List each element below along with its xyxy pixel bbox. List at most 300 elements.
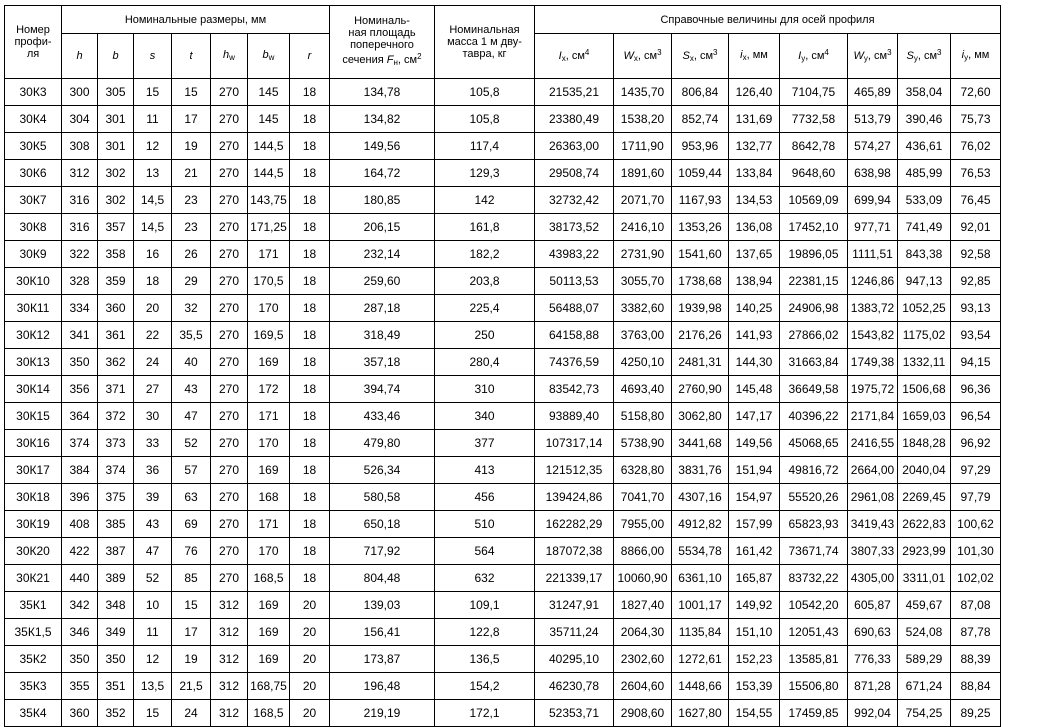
table-cell: 161,8 <box>435 214 535 241</box>
table-cell: 56488,07 <box>535 295 614 322</box>
table-cell: 699,94 <box>848 187 898 214</box>
table-cell: 18 <box>290 511 330 538</box>
table-cell: 32732,42 <box>535 187 614 214</box>
table-cell: 149,56 <box>729 430 780 457</box>
table-cell: 21535,21 <box>535 79 614 106</box>
table-cell: 105,8 <box>435 106 535 133</box>
table-cell: 9648,60 <box>780 160 848 187</box>
header-ref-7: $i_y$, мм <box>951 34 1001 79</box>
table-cell: 806,84 <box>672 79 729 106</box>
table-cell: 270 <box>211 79 248 106</box>
table-row <box>5 376 1001 403</box>
table-cell: 169 <box>248 457 290 484</box>
table-cell: 4250,10 <box>614 349 672 376</box>
table-row <box>5 349 1001 376</box>
table-cell: 168,5 <box>248 565 290 592</box>
table-cell: 145 <box>248 79 290 106</box>
table-cell: 15 <box>172 592 211 619</box>
table-cell: 5158,80 <box>614 403 672 430</box>
table-cell: 312 <box>211 592 248 619</box>
profile-number-cell: 30К3 <box>5 79 62 106</box>
table-cell: 356 <box>62 376 98 403</box>
table-cell: 168 <box>248 484 290 511</box>
table-wrapper <box>4 5 1001 727</box>
table-cell: 465,89 <box>848 79 898 106</box>
profile-number-cell: 35К3 <box>5 673 62 700</box>
table-cell: 741,49 <box>898 214 951 241</box>
table-cell: 85 <box>172 565 211 592</box>
table-cell: 2760,90 <box>672 376 729 403</box>
table-cell: 953,96 <box>672 133 729 160</box>
table-cell: 433,46 <box>330 403 435 430</box>
profile-number-cell: 30К7 <box>5 187 62 214</box>
table-row <box>5 133 1001 160</box>
table-cell: 4912,82 <box>672 511 729 538</box>
table-cell: 4307,16 <box>672 484 729 511</box>
table-cell: 2064,30 <box>614 619 672 646</box>
table-cell: 26363,00 <box>535 133 614 160</box>
table-cell: 14,5 <box>134 187 172 214</box>
table-cell: 301 <box>98 133 134 160</box>
table-cell: 73671,74 <box>780 538 848 565</box>
table-cell: 136,5 <box>435 646 535 673</box>
header-dim-3: t <box>172 34 211 79</box>
table-cell: 580,58 <box>330 484 435 511</box>
table-cell: 139,03 <box>330 592 435 619</box>
table-cell: 18 <box>290 565 330 592</box>
table-cell: 2071,70 <box>614 187 672 214</box>
table-cell: 341 <box>62 322 98 349</box>
table-row <box>5 511 1001 538</box>
table-cell: 18 <box>290 484 330 511</box>
table-cell: 18 <box>290 538 330 565</box>
table-cell: 49816,72 <box>780 457 848 484</box>
table-cell: 126,40 <box>729 79 780 106</box>
table-cell: 1827,40 <box>614 592 672 619</box>
table-cell: 5534,78 <box>672 538 729 565</box>
table-cell: 605,87 <box>848 592 898 619</box>
table-cell: 3311,01 <box>898 565 951 592</box>
table-row <box>5 673 1001 700</box>
table-cell: 300 <box>62 79 98 106</box>
table-cell: 2176,26 <box>672 322 729 349</box>
table-cell: 459,67 <box>898 592 951 619</box>
table-cell: 20 <box>290 592 330 619</box>
table-cell: 83732,22 <box>780 565 848 592</box>
table-cell: 2302,60 <box>614 646 672 673</box>
table-cell: 134,82 <box>330 106 435 133</box>
table-cell: 360 <box>98 295 134 322</box>
table-cell: 170 <box>248 538 290 565</box>
table-cell: 270 <box>211 457 248 484</box>
profile-number-cell: 35К2 <box>5 646 62 673</box>
table-cell: 170 <box>248 295 290 322</box>
table-cell: 1975,72 <box>848 376 898 403</box>
table-cell: 18 <box>290 79 330 106</box>
profile-number-cell: 30К4 <box>5 106 62 133</box>
table-cell: 574,27 <box>848 133 898 160</box>
table-cell: 4693,40 <box>614 376 672 403</box>
table-cell: 182,2 <box>435 241 535 268</box>
table-cell: 122,8 <box>435 619 535 646</box>
table-cell: 308 <box>62 133 98 160</box>
table-cell: 27 <box>134 376 172 403</box>
table-cell: 83542,73 <box>535 376 614 403</box>
header-ref-2: $S_x$, $см^3$ <box>672 34 729 79</box>
table-cell: 24 <box>172 700 211 727</box>
table-cell: 144,5 <box>248 160 290 187</box>
table-cell: 1167,93 <box>672 187 729 214</box>
table-cell: 328 <box>62 268 98 295</box>
table-cell: 7955,00 <box>614 511 672 538</box>
table-cell: 140,25 <box>729 295 780 322</box>
table-cell: 162282,29 <box>535 511 614 538</box>
table-cell: 1435,70 <box>614 79 672 106</box>
table-cell: 479,80 <box>330 430 435 457</box>
table-cell: 372 <box>98 403 134 430</box>
table-cell: 10569,09 <box>780 187 848 214</box>
table-cell: 390,46 <box>898 106 951 133</box>
table-cell: 270 <box>211 187 248 214</box>
table-cell: 394,74 <box>330 376 435 403</box>
table-cell: 141,93 <box>729 322 780 349</box>
table-cell: 671,24 <box>898 673 951 700</box>
table-cell: 17 <box>172 619 211 646</box>
table-cell: 170,5 <box>248 268 290 295</box>
table-cell: 88,39 <box>951 646 1001 673</box>
table-cell: 144,5 <box>248 133 290 160</box>
header-cross-section-area: Номиналь- ная площадь поперечного сечения $F_н$, $см^2$ <box>330 6 435 79</box>
table-cell: 352 <box>98 700 134 727</box>
table-cell: 96,92 <box>951 430 1001 457</box>
table-cell: 355 <box>62 673 98 700</box>
table-cell: 47 <box>134 538 172 565</box>
table-cell: 35711,24 <box>535 619 614 646</box>
table-cell: 3382,60 <box>614 295 672 322</box>
table-cell: 22 <box>134 322 172 349</box>
header-ref-1: $W_x$, $см^3$ <box>614 34 672 79</box>
table-cell: 342 <box>62 592 98 619</box>
table-cell: 52353,71 <box>535 700 614 727</box>
table-cell: 15 <box>134 79 172 106</box>
table-cell: 589,29 <box>898 646 951 673</box>
table-cell: 22381,15 <box>780 268 848 295</box>
table-cell: 318,49 <box>330 322 435 349</box>
table-cell: 7041,70 <box>614 484 672 511</box>
table-cell: 15 <box>134 700 172 727</box>
profile-number-cell: 30К6 <box>5 160 62 187</box>
table-row <box>5 160 1001 187</box>
table-cell: 10542,20 <box>780 592 848 619</box>
table-cell: 24906,98 <box>780 295 848 322</box>
table-cell: 358 <box>98 241 134 268</box>
table-cell: 11 <box>134 619 172 646</box>
table-cell: 6328,80 <box>614 457 672 484</box>
table-cell: 100,62 <box>951 511 1001 538</box>
table-cell: 142 <box>435 187 535 214</box>
table-cell: 977,71 <box>848 214 898 241</box>
table-cell: 17 <box>172 106 211 133</box>
header-nominal-dimensions: Номинальные размеры, мм <box>62 6 330 34</box>
table-cell: 270 <box>211 403 248 430</box>
table-cell: 171 <box>248 511 290 538</box>
table-cell: 12 <box>134 133 172 160</box>
table-cell: 349 <box>98 619 134 646</box>
table-cell: 76,02 <box>951 133 1001 160</box>
table-row <box>5 457 1001 484</box>
table-cell: 15506,80 <box>780 673 848 700</box>
table-cell: 149,56 <box>330 133 435 160</box>
table-cell: 1939,98 <box>672 295 729 322</box>
table-cell: 270 <box>211 565 248 592</box>
table-cell: 270 <box>211 484 248 511</box>
table-cell: 20 <box>290 700 330 727</box>
table-cell: 2040,04 <box>898 457 951 484</box>
table-cell: 361 <box>98 322 134 349</box>
table-cell: 357 <box>98 214 134 241</box>
table-cell: 18 <box>134 268 172 295</box>
header-dim-1: b <box>98 34 134 79</box>
table-cell: 93,54 <box>951 322 1001 349</box>
table-cell: 2664,00 <box>848 457 898 484</box>
table-cell: 13,5 <box>134 673 172 700</box>
table-cell: 72,60 <box>951 79 1001 106</box>
table-cell: 169 <box>248 646 290 673</box>
table-row <box>5 592 1001 619</box>
table-cell: 377 <box>435 430 535 457</box>
table-cell: 102,02 <box>951 565 1001 592</box>
profile-number-cell: 35К1,5 <box>5 619 62 646</box>
table-cell: 168,5 <box>248 700 290 727</box>
table-cell: 387 <box>98 538 134 565</box>
table-cell: 168,75 <box>248 673 290 700</box>
table-cell: 154,55 <box>729 700 780 727</box>
table-cell: 2171,84 <box>848 403 898 430</box>
table-cell: 18 <box>290 376 330 403</box>
profile-number-cell: 30К15 <box>5 403 62 430</box>
table-cell: 843,38 <box>898 241 951 268</box>
table-cell: 2604,60 <box>614 673 672 700</box>
profile-number-cell: 30К13 <box>5 349 62 376</box>
header-nominal-mass: Номинальная масса 1 м дву- тавра, кг <box>435 6 535 79</box>
table-cell: 50113,53 <box>535 268 614 295</box>
table-cell: 302 <box>98 187 134 214</box>
table-cell: 456 <box>435 484 535 511</box>
table-cell: 40 <box>172 349 211 376</box>
table-cell: 27866,02 <box>780 322 848 349</box>
table-cell: 270 <box>211 241 248 268</box>
table-cell: 171 <box>248 403 290 430</box>
table-cell: 14,5 <box>134 214 172 241</box>
table-cell: 121512,35 <box>535 457 614 484</box>
table-cell: 92,85 <box>951 268 1001 295</box>
table-cell: 19 <box>172 646 211 673</box>
header-dim-4: $h_w$ <box>211 34 248 79</box>
table-cell: 43 <box>134 511 172 538</box>
table-cell: 232,14 <box>330 241 435 268</box>
table-cell: 351 <box>98 673 134 700</box>
table-cell: 18 <box>290 241 330 268</box>
table-cell: 145,48 <box>729 376 780 403</box>
table-cell: 12 <box>134 646 172 673</box>
table-cell: 346 <box>62 619 98 646</box>
table-cell: 221339,17 <box>535 565 614 592</box>
header-row-top <box>5 6 1001 34</box>
table-cell: 3062,80 <box>672 403 729 430</box>
table-cell: 2269,45 <box>898 484 951 511</box>
table-cell: 350 <box>98 646 134 673</box>
table-cell: 55520,26 <box>780 484 848 511</box>
table-cell: 33 <box>134 430 172 457</box>
profile-number-cell: 30К17 <box>5 457 62 484</box>
profile-number-cell: 30К18 <box>5 484 62 511</box>
table-cell: 18 <box>290 430 330 457</box>
profile-number-cell: 30К14 <box>5 376 62 403</box>
table-cell: 1506,68 <box>898 376 951 403</box>
table-cell: 852,74 <box>672 106 729 133</box>
table-cell: 804,48 <box>330 565 435 592</box>
table-cell: 358,04 <box>898 79 951 106</box>
table-cell: 23380,49 <box>535 106 614 133</box>
table-row <box>5 565 1001 592</box>
profile-number-cell: 30К10 <box>5 268 62 295</box>
table-cell: 408 <box>62 511 98 538</box>
table-cell: 3419,43 <box>848 511 898 538</box>
table-cell: 17459,85 <box>780 700 848 727</box>
table-cell: 385 <box>98 511 134 538</box>
table-cell: 20 <box>134 295 172 322</box>
profile-number-cell: 30К21 <box>5 565 62 592</box>
table-cell: 26 <box>172 241 211 268</box>
table-cell: 348 <box>98 592 134 619</box>
table-row <box>5 214 1001 241</box>
header-ref-6: $S_y$, $см^3$ <box>898 34 951 79</box>
table-cell: 93,13 <box>951 295 1001 322</box>
profile-number-cell: 30К9 <box>5 241 62 268</box>
table-cell: 151,94 <box>729 457 780 484</box>
table-cell: 18 <box>290 160 330 187</box>
header-ref-4: $I_y$, $см^4$ <box>780 34 848 79</box>
header-profile-number: Номер профи- ля <box>5 6 62 79</box>
table-cell: 172,1 <box>435 700 535 727</box>
table-cell: 21 <box>172 160 211 187</box>
table-cell: 36649,58 <box>780 376 848 403</box>
table-cell: 436,61 <box>898 133 951 160</box>
header-ref-3: $i_x$, мм <box>729 34 780 79</box>
table-cell: 20 <box>290 646 330 673</box>
table-cell: 17452,10 <box>780 214 848 241</box>
table-cell: 690,63 <box>848 619 898 646</box>
table-cell: 413 <box>435 457 535 484</box>
table-cell: 20 <box>290 619 330 646</box>
table-cell: 259,60 <box>330 268 435 295</box>
profile-number-cell: 35К4 <box>5 700 62 727</box>
table-row <box>5 484 1001 511</box>
table-cell: 139424,86 <box>535 484 614 511</box>
table-cell: 75,73 <box>951 106 1001 133</box>
table-cell: 13585,81 <box>780 646 848 673</box>
table-cell: 359 <box>98 268 134 295</box>
table-cell: 3807,33 <box>848 538 898 565</box>
table-cell: 96,54 <box>951 403 1001 430</box>
table-row <box>5 700 1001 727</box>
header-ref-5: $W_y$, $см^3$ <box>848 34 898 79</box>
table-cell: 270 <box>211 268 248 295</box>
table-cell: 173,87 <box>330 646 435 673</box>
table-cell: 157,99 <box>729 511 780 538</box>
table-cell: 871,28 <box>848 673 898 700</box>
table-cell: 147,17 <box>729 403 780 430</box>
table-cell: 1738,68 <box>672 268 729 295</box>
table-cell: 374 <box>98 457 134 484</box>
table-cell: 650,18 <box>330 511 435 538</box>
table-cell: 2961,08 <box>848 484 898 511</box>
table-cell: 164,72 <box>330 160 435 187</box>
table-cell: 132,77 <box>729 133 780 160</box>
table-cell: 131,69 <box>729 106 780 133</box>
table-row <box>5 538 1001 565</box>
table-cell: 18 <box>290 133 330 160</box>
table-cell: 389 <box>98 565 134 592</box>
header-dim-6: r <box>290 34 330 79</box>
table-cell: 31663,84 <box>780 349 848 376</box>
table-cell: 11 <box>134 106 172 133</box>
table-row <box>5 187 1001 214</box>
table-cell: 312 <box>211 700 248 727</box>
table-cell: 47 <box>172 403 211 430</box>
table-cell: 87,08 <box>951 592 1001 619</box>
table-cell: 30 <box>134 403 172 430</box>
table-cell: 1749,38 <box>848 349 898 376</box>
table-cell: 1659,03 <box>898 403 951 430</box>
table-cell: 18 <box>290 403 330 430</box>
table-cell: 1059,44 <box>672 160 729 187</box>
table-cell: 134,78 <box>330 79 435 106</box>
table-cell: 169,5 <box>248 322 290 349</box>
table-cell: 316 <box>62 187 98 214</box>
header-dim-0: h <box>62 34 98 79</box>
table-cell: 270 <box>211 106 248 133</box>
table-cell: 63 <box>172 484 211 511</box>
table-cell: 4305,00 <box>848 565 898 592</box>
table-cell: 133,84 <box>729 160 780 187</box>
table-cell: 364 <box>62 403 98 430</box>
table-cell: 87,78 <box>951 619 1001 646</box>
table-cell: 151,10 <box>729 619 780 646</box>
table-cell: 754,25 <box>898 700 951 727</box>
table-cell: 136,08 <box>729 214 780 241</box>
table-cell: 18 <box>290 268 330 295</box>
table-cell: 117,4 <box>435 133 535 160</box>
header-ref-0: $I_x$, $см^4$ <box>535 34 614 79</box>
table-cell: 350 <box>62 349 98 376</box>
table-cell: 29 <box>172 268 211 295</box>
table-cell: 149,92 <box>729 592 780 619</box>
table-cell: 270 <box>211 349 248 376</box>
table-cell: 18 <box>290 322 330 349</box>
table-cell: 105,8 <box>435 79 535 106</box>
table-cell: 19896,05 <box>780 241 848 268</box>
table-cell: 23 <box>172 187 211 214</box>
table-cell: 43 <box>172 376 211 403</box>
table-cell: 52 <box>172 430 211 457</box>
table-cell: 270 <box>211 511 248 538</box>
table-cell: 74376,59 <box>535 349 614 376</box>
table-cell: 1246,86 <box>848 268 898 295</box>
table-cell: 92,58 <box>951 241 1001 268</box>
table-cell: 526,34 <box>330 457 435 484</box>
table-cell: 7732,58 <box>780 106 848 133</box>
